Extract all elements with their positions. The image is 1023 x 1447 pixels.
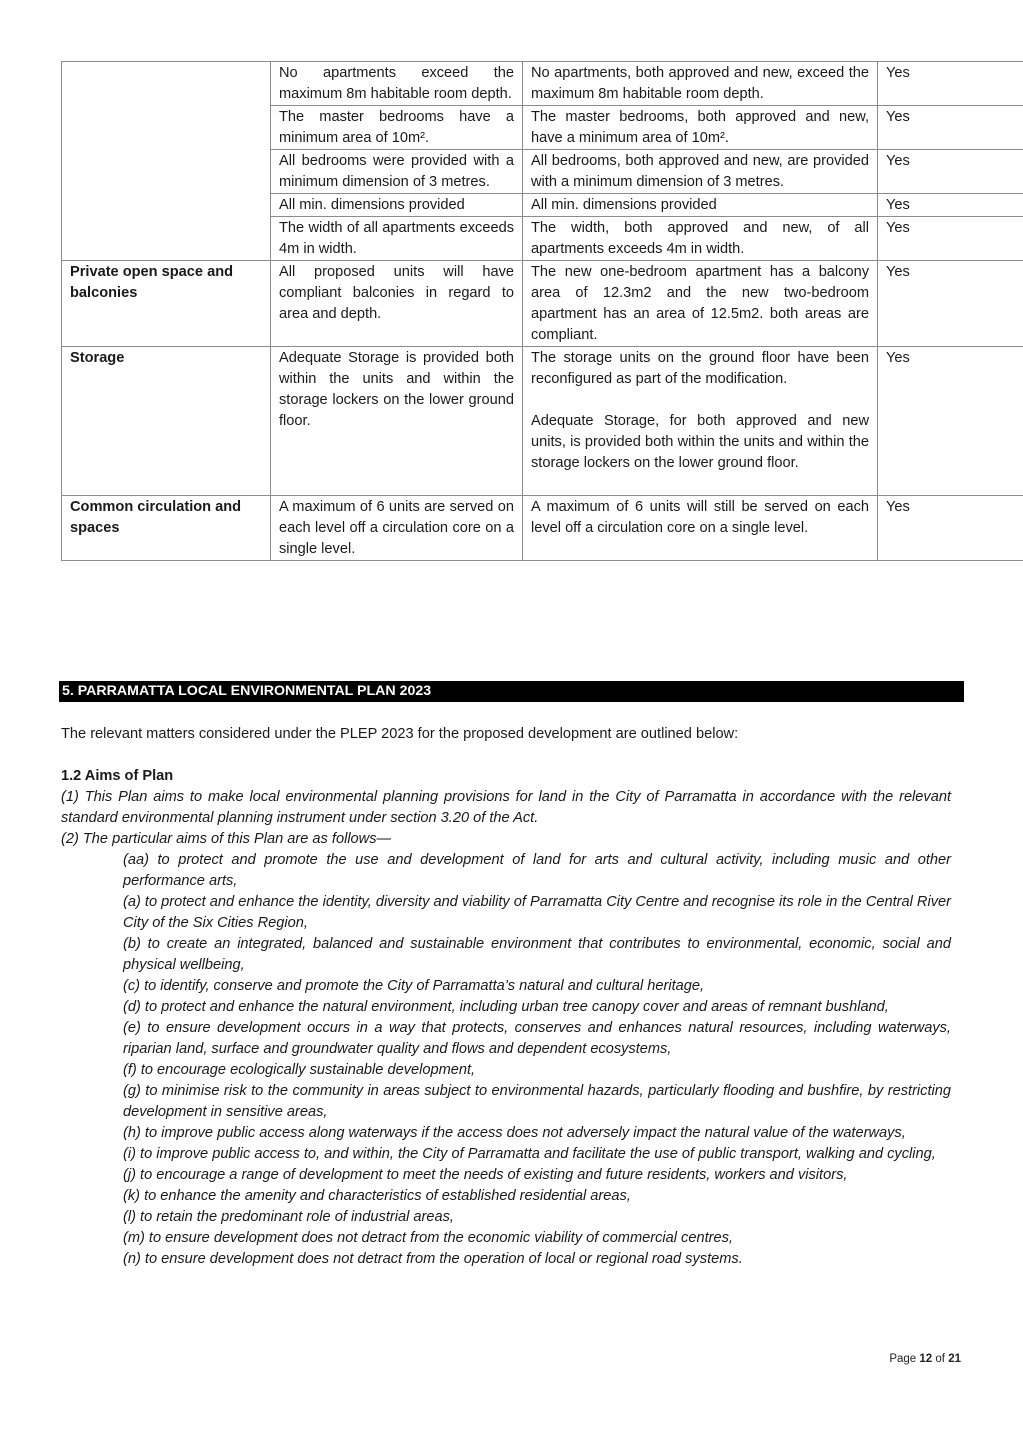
table-row: [62, 347, 1023, 496]
table-cell-category: [62, 62, 271, 261]
table-cell-compliance: Yes: [878, 106, 1023, 150]
table-cell-proposed: No apartments, both approved and new, exceed the maximum 8m habitable room depth.: [523, 62, 878, 106]
cell-paragraph: The storage units on the ground floor have been reconfigured as part of the modification.: [531, 350, 869, 387]
table-cell-compliance: Yes: [878, 217, 1023, 261]
sub-aim-item: (c) to identify, conserve and promote the City of Parramatta’s natural and cultural heritage,: [123, 978, 705, 994]
compliance-table: [61, 61, 1023, 561]
table-cell-approved: Adequate Storage is provided both within the units and within the storage lockers on the lower ground floor.: [271, 347, 523, 496]
table-cell-compliance: Yes: [878, 150, 1023, 194]
section-heading: 5. PARRAMATTA LOCAL ENVIRONMENTAL PLAN 2023: [59, 681, 964, 702]
table-cell-proposed: The master bedrooms, both approved and new, have a minimum area of 10m².: [523, 106, 878, 150]
table-cell-compliance: Yes: [878, 496, 1023, 561]
page-footer: [889, 1353, 961, 1365]
aims-list: [61, 787, 951, 1270]
sub-aim-item: (a) to protect and enhance the identity, diversity and viability of Parramatta City Centre and recognise its role in the Central River City of the Six Cities Region,: [123, 894, 951, 931]
sub-aim-item: (d) to protect and enhance the natural environment, including urban tree canopy cover and areas of remnant bushland,: [123, 999, 889, 1015]
table-cell-compliance: Yes: [878, 194, 1023, 217]
sub-aim-item: (l) to retain the predominant role of industrial areas,: [123, 1209, 454, 1225]
intro-paragraph: The relevant matters considered under the PLEP 2023 for the proposed development are outlined below:: [61, 726, 739, 742]
table-cell-category: Private open space and balconies: [62, 261, 271, 347]
sub-aim-item: (n) to ensure development does not detract from the operation of local or regional road systems.: [123, 1251, 743, 1267]
of-label: of: [935, 1353, 945, 1365]
table-cell-compliance: Yes: [878, 62, 1023, 106]
table-cell-approved: The width of all apartments exceeds 4m in width.: [271, 217, 523, 261]
table-cell-compliance: Yes: [878, 261, 1023, 347]
table-cell-proposed: [523, 347, 878, 496]
sub-aim-item: (e) to ensure development occurs in a way that protects, conserves and enhances natural resources, including waterways, riparian land, surface and groundwater quality and flows and dependent ecosystems,: [123, 1020, 951, 1057]
sub-aim-item: (h) to improve public access along waterways if the access does not adversely impact the natural value of the waterways,: [123, 1125, 906, 1141]
table-cell-approved: All bedrooms were provided with a minimum dimension of 3 metres.: [271, 150, 523, 194]
table-cell-proposed: The new one-bedroom apartment has a balcony area of 12.3m2 and the new two-bedroom apartment has an area of 12.5m2. both areas are compliant.: [523, 261, 878, 347]
table-cell-proposed: The width, both approved and new, of all apartments exceeds 4m in width.: [523, 217, 878, 261]
table-cell-proposed: All bedrooms, both approved and new, are provided with a minimum dimension of 3 metres.: [523, 150, 878, 194]
aim-paragraph: (2) The particular aims of this Plan are as follows—: [61, 831, 392, 847]
sub-aim-item: (f) to encourage ecologically sustainable development,: [123, 1062, 476, 1078]
table-row: [62, 261, 1023, 347]
table-cell-category: Common circulation and spaces: [62, 496, 271, 561]
sub-aim-item: (aa) to protect and promote the use and development of land for arts and cultural activity, including music and other performance arts,: [123, 852, 951, 889]
aim-paragraph: (1) This Plan aims to make local environmental planning provisions for land in the City of Parramatta in accordance with the relevant standard environmental planning instrument under section 3.20 of the Act.: [61, 789, 951, 826]
table-cell-approved: No apartments exceed the maximum 8m habitable room depth.: [271, 62, 523, 106]
table-row: [62, 62, 1023, 106]
total-pages: 21: [948, 1353, 961, 1365]
sub-aim-item: (m) to ensure development does not detract from the economic viability of commercial centres,: [123, 1230, 733, 1246]
table-cell-approved: All proposed units will have compliant balconies in regard to area and depth.: [271, 261, 523, 347]
sub-aim-item: (i) to improve public access to, and within, the City of Parramatta and facilitate the use of public transport, walking and cycling,: [123, 1146, 936, 1162]
table-cell-compliance: Yes: [878, 347, 1023, 496]
table-row: [62, 496, 1023, 561]
aims-heading: 1.2 Aims of Plan: [61, 768, 174, 784]
sub-aim-item: (g) to minimise risk to the community in areas subject to environmental hazards, particularly flooding and bushfire, by restricting development in sensitive areas,: [123, 1083, 951, 1120]
cell-paragraph: Adequate Storage, for both approved and new units, is provided both within the units and within the storage lockers on the lower ground floor.: [531, 413, 869, 471]
table-cell-proposed: All min. dimensions provided: [523, 194, 878, 217]
table-cell-approved: All min. dimensions provided: [271, 194, 523, 217]
sub-aim-item: (k) to enhance the amenity and characteristics of established residential areas,: [123, 1188, 631, 1204]
sub-aim-item: (j) to encourage a range of development to meet the needs of existing and future residents, workers and visitors,: [123, 1167, 848, 1183]
table-cell-proposed: A maximum of 6 units will still be served on each level off a circulation core on a single level.: [523, 496, 878, 561]
sub-aim-item: (b) to create an integrated, balanced and sustainable environment that contributes to environmental, economic, social and physical wellbeing,: [123, 936, 951, 973]
table-cell-category: Storage: [62, 347, 271, 496]
table-cell-approved: A maximum of 6 units are served on each level off a circulation core on a single level.: [271, 496, 523, 561]
page-number: 12: [919, 1353, 933, 1365]
table-cell-approved: The master bedrooms have a minimum area of 10m².: [271, 106, 523, 150]
page-label: Page: [889, 1353, 917, 1365]
